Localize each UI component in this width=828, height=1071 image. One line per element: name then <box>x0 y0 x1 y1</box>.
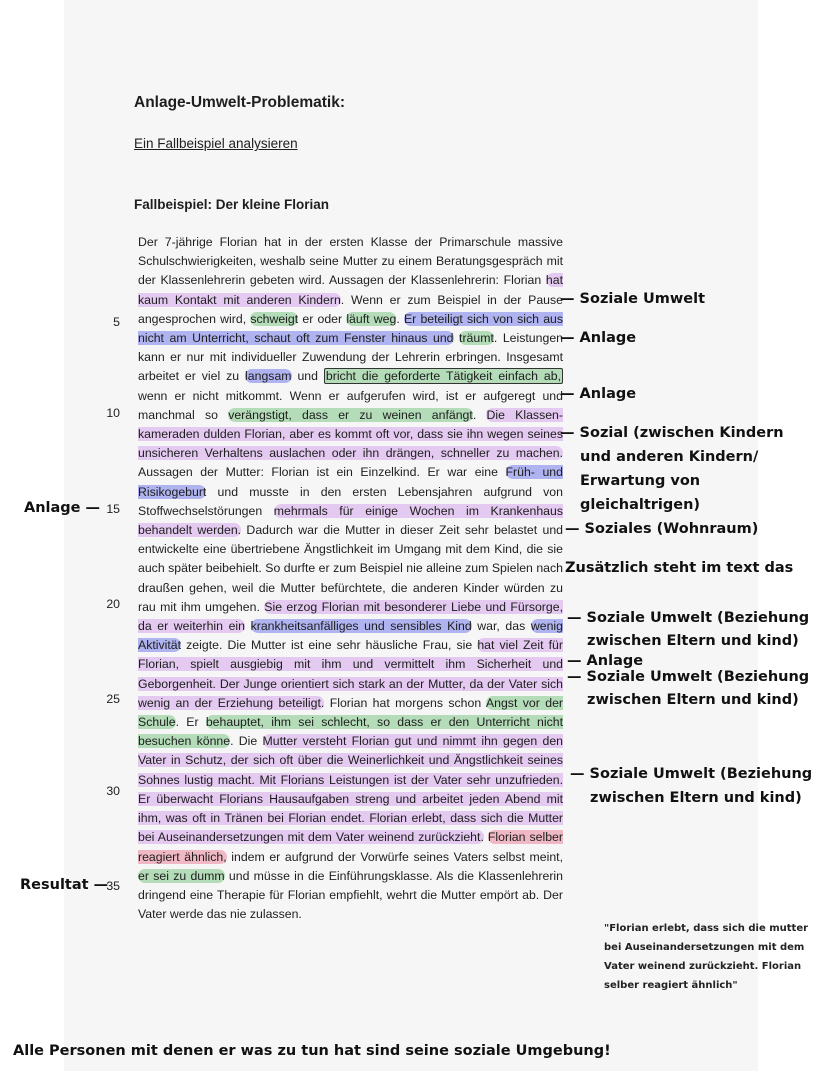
highlight-social: Mutter versteht Florian gut und nimmt ihn gegen den Vater in Schutz, der sich oft über die Weinerlichkeit und Ängstlichkeit seines Sohnes lustig macht. Mit Florians Leistungen ist der Vater sehr unzufrieden. Er überwacht Florians Hausaufgaben streng und arbeitet jeden Abend mit ihm, was oft in Tränen bei Florian endet. Florian erlebt, dass sich die Mutter bei Auseinandersetzungen mit dem Vater weinend zurückzieht. <box>138 734 564 845</box>
case-title: Fallbeispiel: Der kleine Florian <box>134 197 330 212</box>
text-segment: Florian hat morgens schon <box>324 695 486 710</box>
annotation-beziehung-cont: zwischen Eltern und kind) <box>587 633 799 649</box>
annotation-sozial-cont: Erwartung von <box>580 473 701 489</box>
annotation-anlage: — Anlage <box>560 386 637 402</box>
annotation-anlage: — Anlage <box>567 653 644 669</box>
case-paragraph <box>138 233 563 924</box>
annotation-sozial-cont: und anderen Kindern/ <box>580 449 759 465</box>
highlight-social: hat viel Zeit für Florian, spielt ausgiebig mit ihm und vermittelt ihm Sicherheit und Geborgenheit. Der Junge orientiert sich stark an der Mutter, da der Vater sich wenig an der Erziehung beteiligt. <box>138 638 563 710</box>
text-segment: er oder <box>298 311 347 326</box>
highlight-green: schweigt <box>250 311 299 326</box>
highlight-anlage: langsam <box>245 369 292 384</box>
text-segment: Dadurch war die Mutter in dieser Zeit sehr belastet und entwickelte eine übertriebene Ängstlichkeit im Umgang mit dem Kind, die sie auch später beibehielt. So durfte er zum Beispiel nie alleine zum Spielen nach draußen gehen, weil die Mutter befürchtete, die anderen Kinder würden zu rau mit ihm umgehen. <box>138 523 564 614</box>
line-number: 35 <box>106 879 120 893</box>
highlight-green: er sei zu dumm <box>138 868 225 883</box>
bottom-note: Alle Personen mit denen er was zu tun hat sind seine soziale Umgebung! <box>13 1043 611 1059</box>
highlight-green: träumt <box>459 331 494 346</box>
text-segment: . Leistungen kann er nur mit individueller Zuwendung der Lehrerin erbringen. Insgesamt arbeitet er viel zu <box>138 331 563 384</box>
highlight-social: Sie erzog Florian mit besonderer Liebe und Fürsorge, da er weiterhin ein <box>138 599 563 634</box>
annotation-beziehung-cont: zwischen Eltern und kind) <box>590 790 802 806</box>
text-segment: Aussagen der Mutter: Florian ist ein Einzelkind. Er war eine <box>138 465 506 480</box>
text-segment: . Er <box>175 715 206 730</box>
highlight-green: Angst vor der Schule <box>138 695 563 730</box>
text-segment: . <box>396 311 404 326</box>
text-segment: . Die <box>230 734 263 749</box>
highlight-anlage: Früh- und Risikogeburt <box>138 465 563 499</box>
line-number: 25 <box>106 692 120 706</box>
highlight-anlage: Er beteiligt sich von sich aus nicht am Unterricht, schaut oft zum Fenster hinaus und <box>138 311 564 346</box>
annotation-beziehung-cont: zwischen Eltern und kind) <box>587 692 799 708</box>
text-segment <box>245 619 251 633</box>
annotation-sozial-cont: gleichaltrigen) <box>580 497 701 513</box>
line-number: 15 <box>106 502 120 516</box>
highlight-social: hat kaum Kontakt mit anderen Kindern <box>138 273 563 307</box>
annotation-zusaetzlich: Zusätzlich steht im text das <box>565 560 794 576</box>
highlight-anlage: wenig Aktivität <box>138 619 563 653</box>
highlight-anlage: krankheitsanfälliges und sensibles Kind <box>250 619 472 634</box>
text-segment: wenn er nicht mitkommt. Wenn er aufgerufen wird, ist er aufgeregt und manchmal so <box>138 388 563 422</box>
text-segment: Der 7-jährige Florian hat in der ersten Klasse der Primarschule massive Schulschwierigkeiten, weshalb seine Mutter zu einem Beratungsgespräch mit der Klassenlehrerin gebeten wird. Aussagen der Klassenlehrerin: Florian <box>138 235 563 288</box>
highlight-green: behauptet, ihm sei schlecht, so dass er den Unterricht nicht besuchen könne <box>138 715 564 749</box>
line-number: 10 <box>106 406 120 420</box>
annotation-beziehung: — Soziale Umwelt (Beziehung <box>567 610 810 626</box>
text-segment: und musste in den ersten Lebensjahren aufgrund von Stoffwechselstörungen <box>138 484 563 518</box>
left-annotation-resultat: Resultat — <box>20 877 109 893</box>
text-segment: . Wenn er zum Beispiel in der Pause angesprochen wird, <box>138 292 564 326</box>
annotation-beziehung: — Soziale Umwelt (Beziehung <box>567 669 810 685</box>
text-segment: zeigte. Die Mutter ist eine sehr häusliche Frau, sie <box>181 638 478 653</box>
annotation-soziale-umwelt: — Soziale Umwelt <box>560 291 706 307</box>
annotation-anlage: — Anlage <box>560 330 637 346</box>
quote-note: "Florian erlebt, dass sich die mutter bei Auseinandersetzungen mit dem Vater weinend zurückzieht. Florian selber reagiert ähnlich" <box>604 923 809 991</box>
page-title: Anlage-Umwelt-Problematik: <box>134 94 346 111</box>
highlight-social: mehrmals für einige Wochen im Krankenhaus behandelt werden. <box>138 503 564 538</box>
annotation-soziales-wohnraum: — Soziales (Wohnraum) <box>565 521 759 537</box>
left-annotation-anlage: Anlage — <box>24 500 101 516</box>
text-segment: und müsse in die Einführungsklasse. Als die Klassenlehrerin dringend eine Therapie für Florian empfiehlt, wehrt die Mutter empört ab. Der Vater werde das nie zulassen. <box>138 868 563 922</box>
annotation-beziehung: — Soziale Umwelt (Beziehung <box>570 766 813 782</box>
text-segment: indem er aufgrund der Vorwürfe seines Vaters selbst meint, <box>226 849 563 864</box>
text-segment: und <box>291 369 324 384</box>
highlight-green: läuft weg <box>346 311 397 326</box>
highlight-green: verängstigt, dass er zu weinen anfängt <box>228 407 473 422</box>
highlight-green-bracketed: bricht die geforderte Tätigkeit einfach ab, <box>325 369 561 384</box>
annotation-sozial: — Sozial (zwischen Kindern <box>560 425 784 441</box>
text-segment: . <box>472 407 487 422</box>
highlight-result: Florian selber reagiert ähnlich, <box>138 830 563 864</box>
case-text <box>138 233 563 924</box>
line-number: 5 <box>113 315 120 329</box>
line-number: 20 <box>106 597 120 611</box>
highlight-social: Die Klassen-kameraden dulden Florian, aber es kommt oft vor, dass sie ihn wegen seines unsicheren Verhaltens auslachen oder ihn drängen, schneller zu machen. <box>138 407 563 461</box>
page-subtitle: Ein Fallbeispiel analysieren <box>134 136 298 151</box>
line-number: 30 <box>106 784 120 798</box>
text-segment: war, das <box>471 619 531 634</box>
